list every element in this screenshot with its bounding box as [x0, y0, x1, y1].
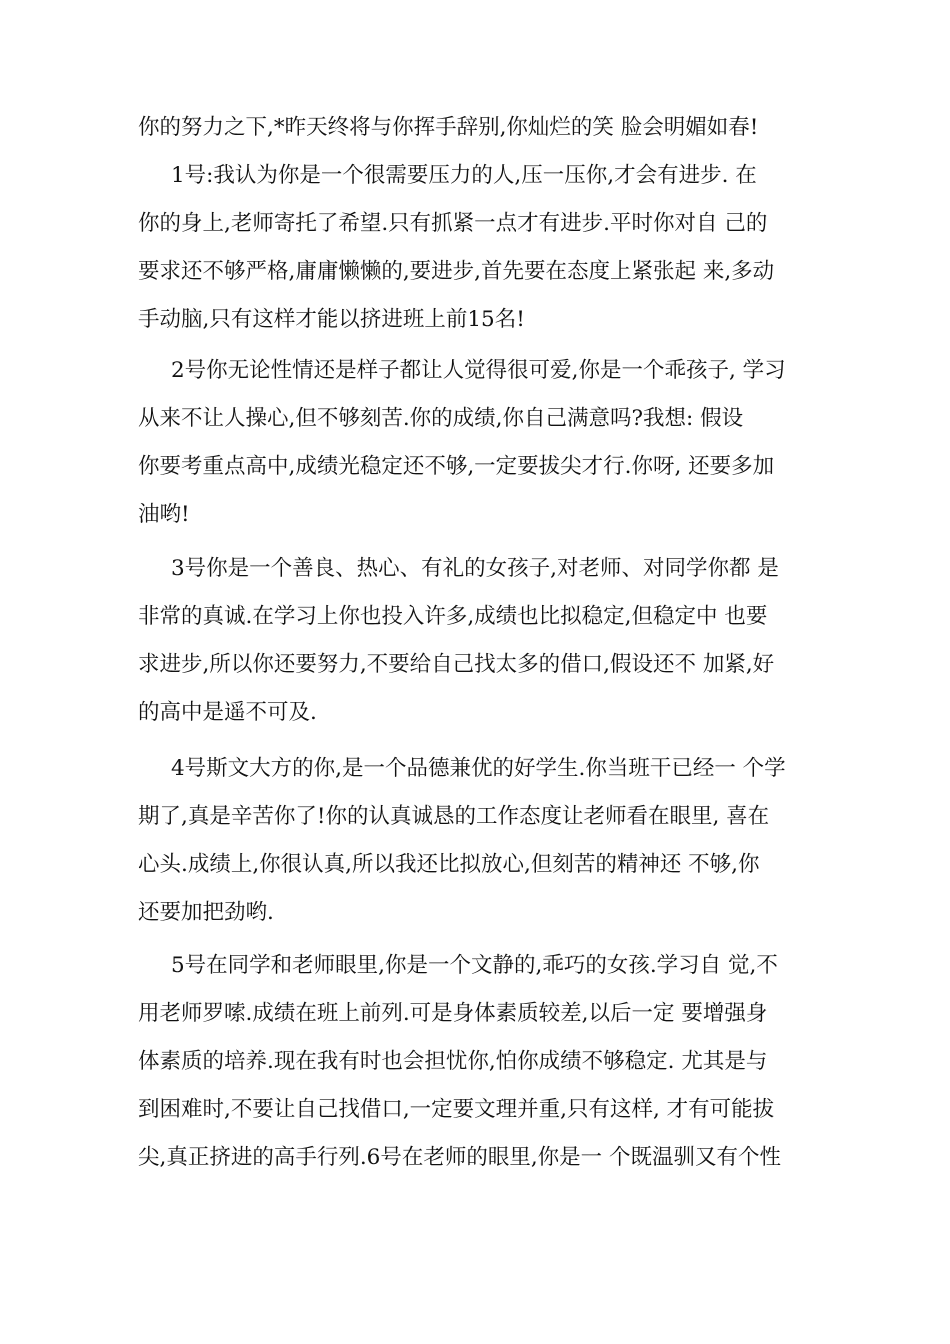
text-line: 还要加把劲哟. [138, 900, 274, 925]
paragraph-start-line: 3号你是一个善良、热心、有礼的女孩子,对老师、对同学你都 是 [171, 556, 779, 581]
paragraph-start-line: 2号你无论性情还是样子都让人觉得很可爱,你是一个乖孩子, 学习 [171, 358, 786, 383]
text-line: 从来不让人操心,但不够刻苦.你的成绩,你自己满意吗?我想: 假设 [138, 406, 744, 431]
text-line: 尖,真正挤进的高手行列.6号在老师的眼里,你是一 个既温驯又有个性 [138, 1145, 782, 1170]
text-line: 手动脑,只有这样才能以挤进班上前15名! [138, 307, 525, 332]
text-line: 体素质的培养.现在我有时也会担忧你,怕你成绩不够稳定. 尤其是与 [138, 1049, 768, 1074]
text-line: 你的身上,老师寄托了希望.只有抓紧一点才有进步.平时你对自 己的 [138, 211, 768, 236]
text-line: 要求还不够严格,庸庸懒懒的,要进步,首先要在态度上紧张起 来,多动 [138, 259, 775, 284]
text-line: 到困难时,不要让自己找借口,一定要文理并重,只有这样, 才有可能拔 [138, 1097, 775, 1122]
text-line: 你要考重点高中,成绩光稳定还不够,一定要拔尖才行.你呀, 还要多加 [138, 454, 775, 479]
text-line: 的高中是遥不可及. [138, 700, 317, 725]
paragraph-start-line: 5号在同学和老师眼里,你是一个文静的,乖巧的女孩.学习自 觉,不 [171, 953, 778, 978]
text-line: 你的努力之下,*昨天终将与你挥手辞别,你灿烂的笑 脸会明媚如春! [138, 115, 759, 140]
paragraph-start-line: 1号:我认为你是一个很需要压力的人,压一压你,才会有进步. 在 [171, 163, 757, 188]
text-line: 油哟! [138, 502, 190, 527]
text-line: 心头.成绩上,你很认真,所以我还比拟放心,但刻苦的精神还 不够,你 [138, 852, 760, 877]
paragraph-start-line: 4号斯文大方的你,是一个品德兼优的好学生.你当班干已经一 个学 [171, 756, 786, 781]
text-line: 期了,真是辛苦你了!你的认真诚恳的工作态度让老师看在眼里, 喜在 [138, 804, 770, 829]
text-line: 非常的真诚.在学习上你也投入许多,成绩也比拟稳定,但稳定中 也要 [138, 604, 768, 629]
text-line: 用老师罗嗦.成绩在班上前列.可是身体素质较差,以后一定 要增强身 [138, 1001, 768, 1026]
text-line: 求进步,所以你还要努力,不要给自己找太多的借口,假设还不 加紧,好 [138, 652, 775, 677]
